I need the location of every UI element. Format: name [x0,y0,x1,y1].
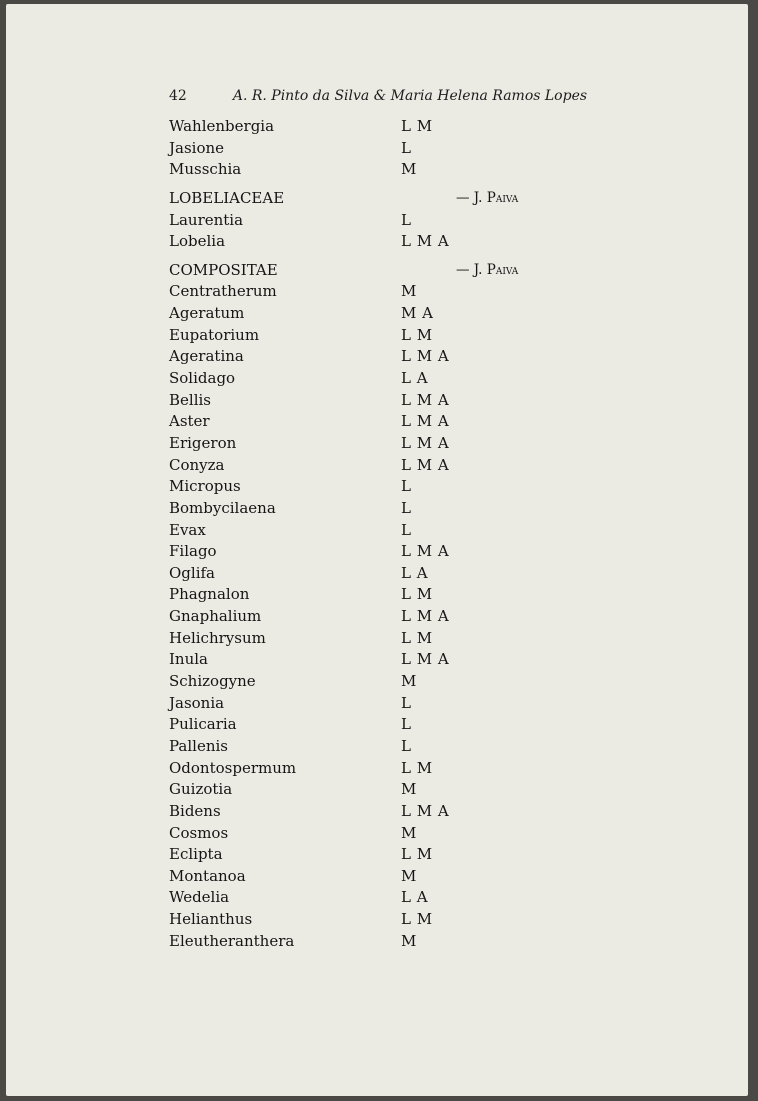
distribution-codes: L M A [401,542,450,561]
distribution-codes: L M A [401,650,450,669]
page-number: 42 [169,88,187,104]
genus-row [169,584,729,606]
distribution-codes: M [401,780,417,799]
genus-name: Schizogyne [169,672,256,691]
genus-name: Helichrysum [169,628,266,647]
genus-list [169,116,729,952]
distribution-codes: L M A [401,390,450,409]
genus-row [169,628,729,650]
genus-name: Montanoa [169,866,246,885]
genus-row [169,346,729,368]
distribution-codes: L [401,210,412,229]
distribution-codes: L A [401,888,429,907]
genus-name: Inula [169,650,208,669]
genus-name: Aster [169,412,210,431]
genus-row [169,303,729,325]
distribution-codes: L M A [401,607,450,626]
genus-row [169,823,729,845]
genus-name: Pallenis [169,736,228,755]
running-title-authors: A. R. Pinto da Silva & Maria Helena Ramos Lopes [232,88,588,104]
distribution-codes: L M [401,325,433,344]
distribution-codes: L [401,715,412,734]
distribution-codes: L M [401,585,433,604]
family-row [169,260,729,282]
genus-row [169,390,729,412]
genus-name: Erigeron [169,433,237,452]
genus-row [169,138,729,160]
distribution-codes: M [401,672,417,691]
genus-name: Micropus [169,477,241,496]
genus-name: Conyza [169,455,225,474]
genus-name: Eupatorium [169,325,260,344]
genus-name: Lobelia [169,232,226,251]
genus-name: Pulicaria [169,715,237,734]
genus-name: Jasione [169,138,225,157]
genus-name: Evax [169,520,206,539]
genus-name: Filago [169,542,217,561]
genus-name: Eclipta [169,845,223,864]
genus-name: Gnaphalium [169,607,262,626]
genus-name: Wahlenbergia [169,117,275,135]
family-row [169,188,729,210]
genus-row [169,779,729,801]
genus-row [169,541,729,563]
genus-name: Helianthus [169,910,253,929]
distribution-codes: M [401,931,417,950]
family-name: LOBELIACEAE [169,188,285,207]
distribution-codes: L [401,693,412,712]
distribution-codes: L M [401,628,433,647]
author-initial: J. [473,189,483,206]
genus-row [169,606,729,628]
author-surname: Paiva [486,261,519,278]
distribution-codes: M A [401,304,434,323]
genus-row [169,498,729,520]
genus-row [169,433,729,455]
family-author [456,188,518,209]
author-dash: — [456,261,470,278]
distribution-codes: M [401,160,417,179]
distribution-codes: L M A [401,455,450,474]
genus-row [169,801,729,823]
genus-row [169,887,729,909]
genus-row [169,931,729,953]
author-initial: J. [473,261,483,278]
distribution-codes: L A [401,563,429,582]
page [6,4,748,1096]
distribution-codes: L M [401,758,433,777]
distribution-codes: L A [401,369,429,388]
genus-row [169,671,729,693]
genus-name: Jasonia [169,693,225,712]
genus-row [169,714,729,736]
genus-row [169,368,729,390]
family-name: COMPOSITAE [169,260,278,279]
genus-row [169,866,729,888]
author-surname: Paiva [486,189,519,206]
genus-row [169,411,729,433]
genus-name: Wedelia [169,888,230,907]
genus-name: Solidago [169,369,236,388]
distribution-codes: L M A [401,347,450,366]
genus-row [169,693,729,715]
genus-name: Cosmos [169,823,229,842]
genus-name: Ageratum [169,304,245,323]
genus-name: Ageratina [169,347,244,366]
genus-row [169,736,729,758]
genus-name: Bidens [169,801,221,820]
genus-row [169,844,729,866]
genus-name: Guizotia [169,780,233,799]
genus-row [169,455,729,477]
distribution-codes: M [401,282,417,301]
genus-row [169,649,729,671]
distribution-codes: L [401,736,412,755]
genus-row [169,325,729,347]
distribution-codes: L M [401,910,433,929]
author-dash: — [456,189,470,206]
distribution-codes: L M [401,117,433,135]
genus-name: Centratherum [169,282,277,301]
genus-row [169,116,729,138]
genus-row [169,281,729,303]
genus-row [169,563,729,585]
distribution-codes: L [401,498,412,517]
genus-row [169,758,729,780]
genus-name: Oglifa [169,563,215,582]
distribution-codes: L M [401,845,433,864]
distribution-codes: L M A [401,232,450,251]
genus-name: Eleutheranthera [169,931,295,950]
family-author [456,260,518,281]
genus-row [169,231,729,253]
genus-name: Bellis [169,390,211,409]
distribution-codes: L [401,477,412,496]
genus-name: Phagnalon [169,585,250,604]
genus-row [169,210,729,232]
distribution-codes: L M A [401,412,450,431]
genus-name: Bombycilaena [169,498,276,517]
genus-row [169,159,729,181]
genus-row [169,476,729,498]
distribution-codes: L [401,138,412,157]
genus-row [169,909,729,931]
distribution-codes: L M A [401,433,450,452]
distribution-codes: M [401,866,417,885]
genus-row [169,520,729,542]
distribution-codes: L [401,520,412,539]
genus-name: Musschia [169,160,242,179]
genus-name: Odontospermum [169,758,297,777]
distribution-codes: L M A [401,801,450,820]
genus-name: Laurentia [169,210,244,229]
distribution-codes: M [401,823,417,842]
running-header [169,88,587,104]
